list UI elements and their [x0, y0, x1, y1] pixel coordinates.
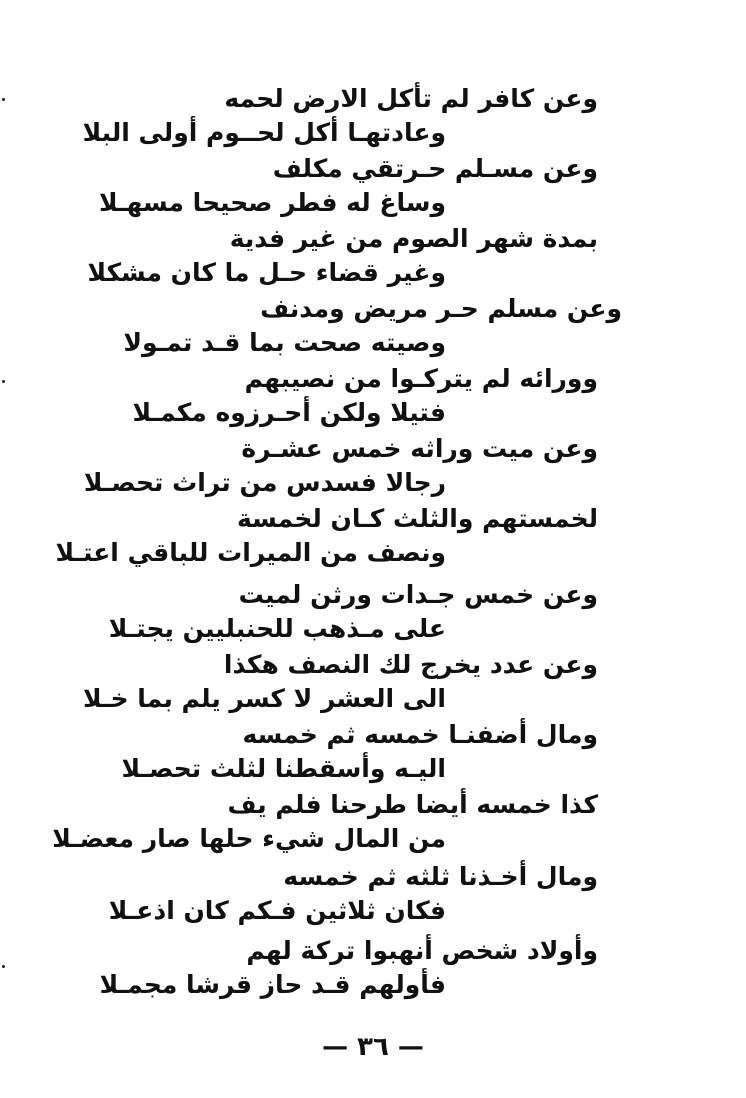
- poem-line: ومال أخـذنا ثلثه ثم خمسه: [283, 862, 598, 891]
- poem-line: فأولهم قـد حاز قرشا مجمـلا: [99, 970, 446, 999]
- poem-line: وساغ له فطر صحيحا مسهـلا: [99, 188, 446, 217]
- poem-line: كذا خمسه أيضا طرحنا فلم يف: [227, 790, 598, 819]
- poem-line: لخمستهم والثلث كـان لخمسة: [237, 504, 598, 533]
- poem-line: ونصف من الميرات للباقي اعتـلا: [55, 538, 446, 567]
- poem-line: وورائه لم يتركـوا من نصيبهم: [244, 364, 598, 393]
- page-number: — ٣٦ —: [322, 1032, 424, 1062]
- poem-line: وغير قضاء حـل ما كان مشكلا: [87, 258, 446, 287]
- poem-line: وعادتهـا أكل لحــوم أولى البلا: [82, 118, 446, 147]
- poem-line: اليـه وأسقطنا لثلث تحصـلا: [121, 754, 446, 783]
- poem-line: وعن خمس جـدات ورثن لميت: [238, 580, 598, 609]
- poem-line: وصيته صحت بما قـد تمـولا: [123, 328, 446, 357]
- poem-line: بمدة شهر الصوم من غير فدية: [229, 224, 598, 253]
- margin-speck: [2, 98, 5, 101]
- poem-line: فتيلا ولكن أحـرزوه مكمـلا: [132, 398, 446, 427]
- poem-line: وعن مسلم حـر مريض ومدنف: [260, 294, 622, 323]
- poem-line: وعن عدد يخرج لك النصف هكذا: [223, 650, 598, 679]
- margin-speck: [2, 965, 5, 968]
- poem-line: وعن كافر لم تأكل الارض لحمه: [224, 84, 598, 113]
- poem-line: فكان ثلاثين فـكم كان اذعـلا: [108, 896, 446, 925]
- poem-line: وعن ميت وراثه خمس عشـرة: [241, 434, 598, 463]
- poem-line: ومال أضفنـا خمسه ثم خمسه: [242, 720, 598, 749]
- poem-line: من المال شيء حلها صار معضـلا: [52, 824, 446, 853]
- poem-line: وعن مسـلم حـرتقي مكلف: [272, 154, 598, 183]
- poem-line: رجالا فسدس من تراث تحصـلا: [83, 468, 446, 497]
- margin-speck: [2, 380, 5, 383]
- poem-line: على مـذهب للحنبليين يجتـلا: [108, 614, 446, 643]
- poem-line: وأولاد شخص أنهبوا تركة لهم: [246, 936, 598, 965]
- poem-line: الى العشر لا كسر يلم بما خـلا: [83, 684, 446, 713]
